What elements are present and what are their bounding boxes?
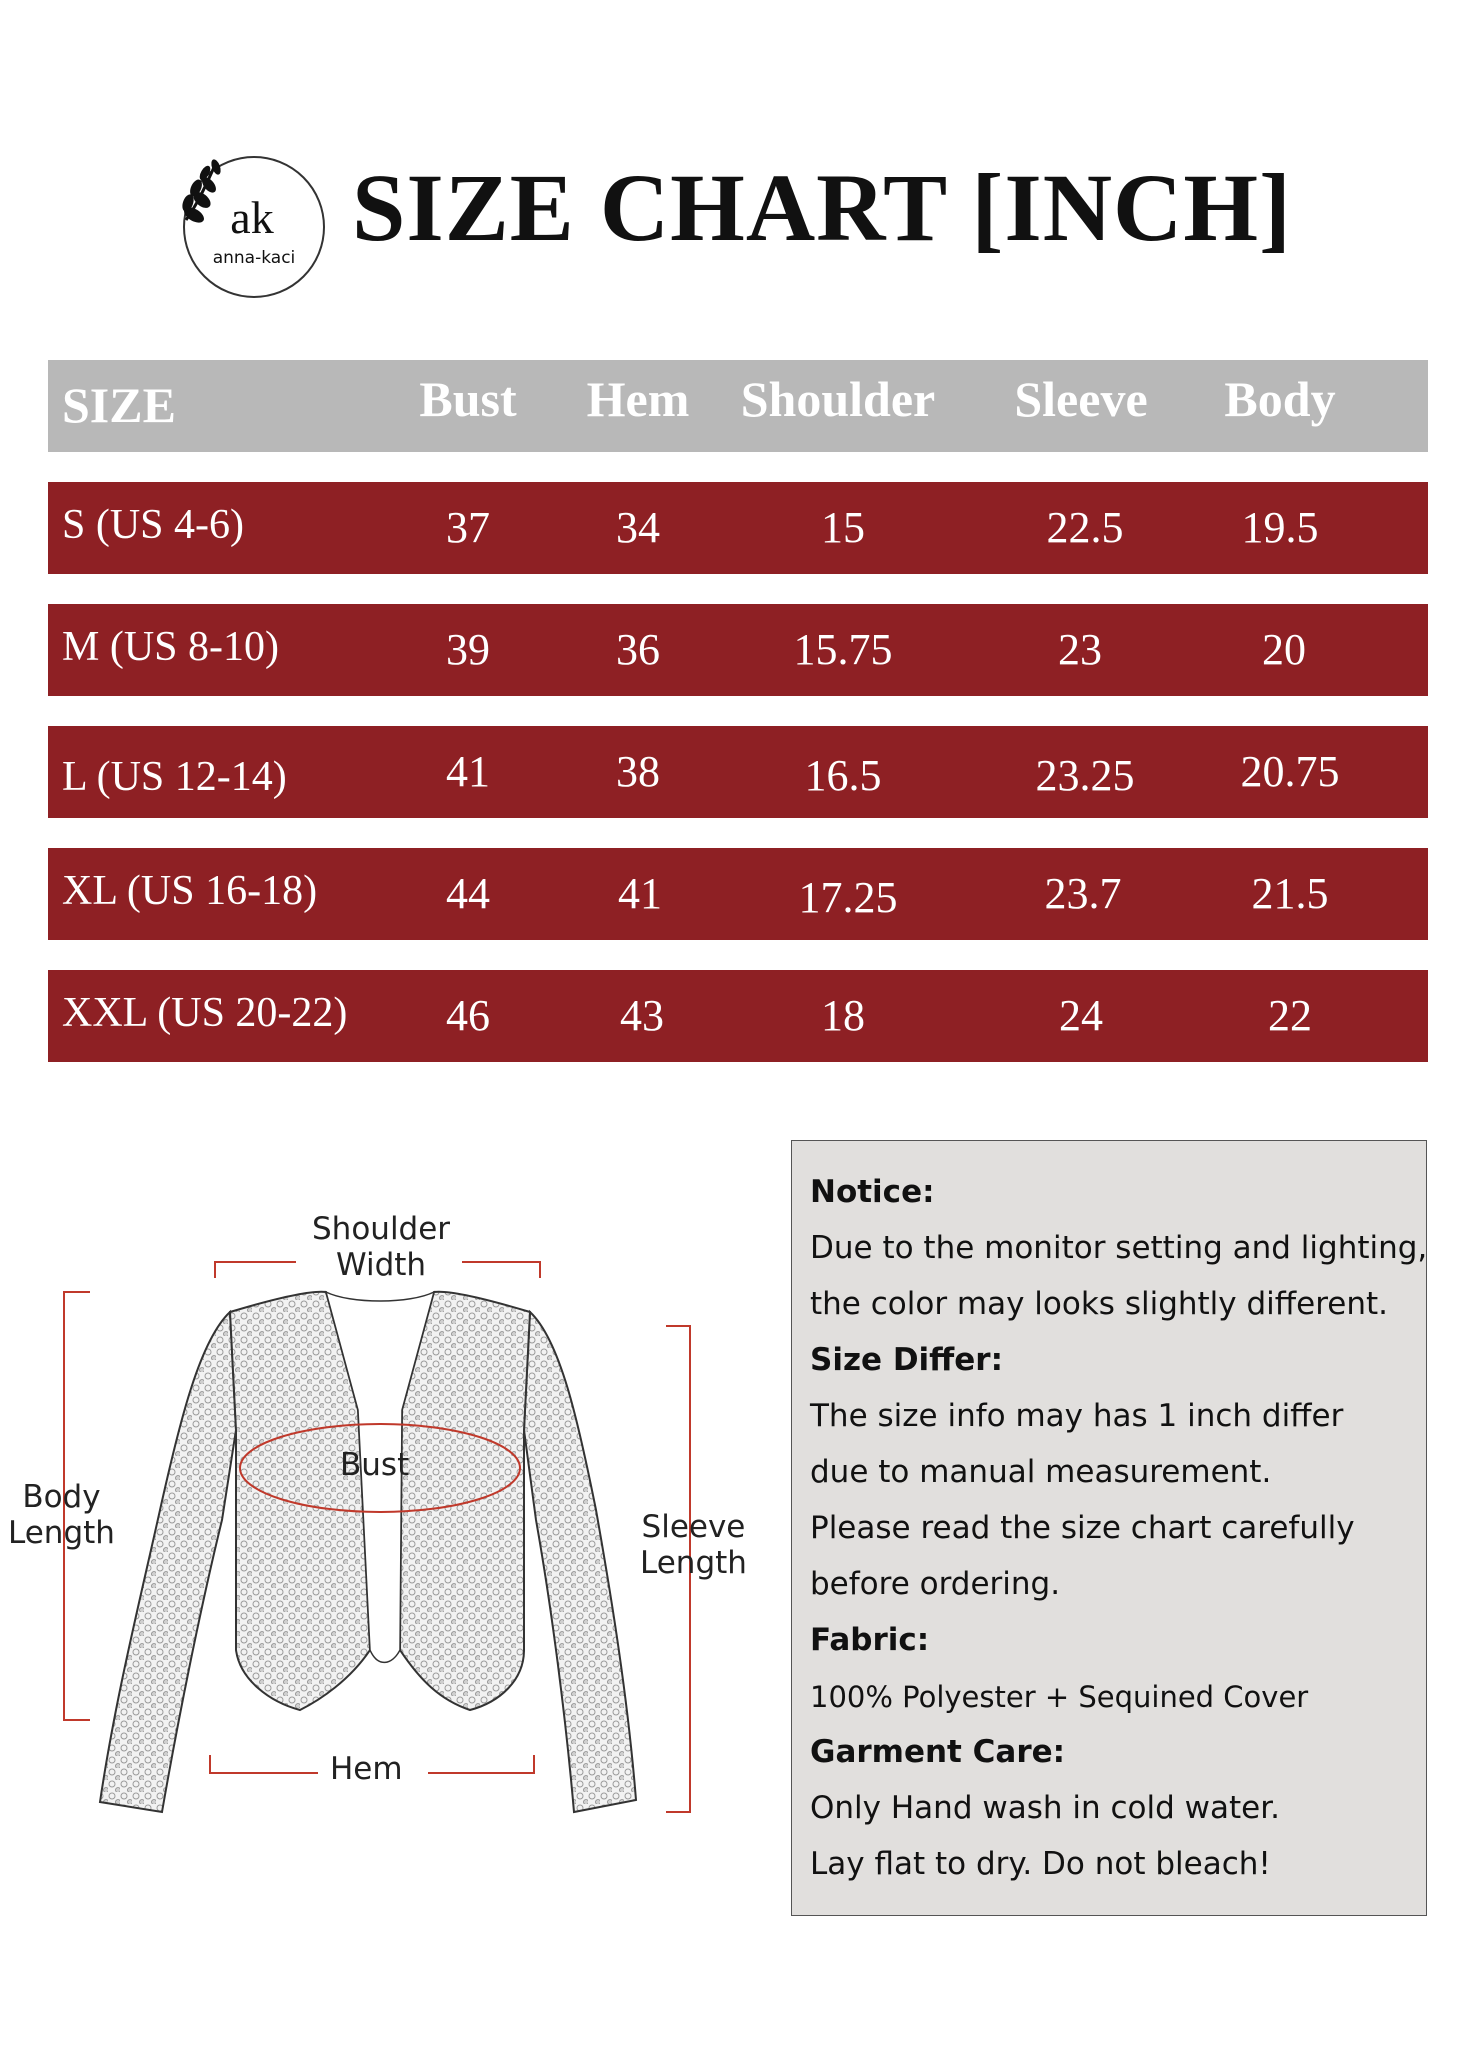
notice-heading: Notice:	[810, 1174, 935, 1210]
sleeve-cell: 22.5	[1046, 503, 1124, 552]
size-differ-text: Please read the size chart carefully	[810, 1510, 1355, 1546]
sleeve-length-label	[640, 1510, 747, 1581]
shoulder-label-line1: Shoulder	[312, 1211, 451, 1247]
sleeve-cell: 23	[1058, 625, 1102, 674]
sleeve-cell: 23.25	[1035, 751, 1135, 800]
table-header	[48, 360, 1428, 452]
body-cell: 19.5	[1241, 503, 1319, 552]
sleeve-label-line1: Sleeve	[641, 1509, 746, 1545]
table-row	[48, 970, 1428, 1062]
body-cell: 20	[1262, 625, 1306, 674]
body-cell: 21.5	[1251, 869, 1329, 918]
size-differ-text: The size info may has 1 inch differ	[810, 1398, 1344, 1434]
shoulder-width-label	[312, 1212, 450, 1283]
notice-text: Due to the monitor setting and lighting,	[810, 1230, 1428, 1266]
size-differ-heading: Size Differ:	[810, 1342, 1003, 1378]
logo-monogram: ak	[230, 192, 274, 243]
body-cell: 22	[1268, 991, 1312, 1040]
body-length-label	[8, 1480, 115, 1551]
garment-care-text: Only Hand wash in cold water.	[810, 1790, 1280, 1826]
hem-cell: 36	[616, 625, 660, 674]
table-row	[48, 726, 1428, 818]
column-header-shoulder: Shoulder	[740, 371, 936, 427]
shoulder-cell: 18	[821, 991, 865, 1040]
shoulder-cell: 15	[821, 503, 865, 552]
size-cell: M (US 8-10)	[62, 624, 279, 670]
table-row	[48, 848, 1428, 940]
column-header-body: Body	[1224, 371, 1336, 427]
shoulder-cell: 17.25	[798, 873, 898, 922]
measurement-diagram	[0, 1180, 790, 1860]
logo-brand-name: anna-kaci	[212, 248, 296, 268]
column-header-bust: Bust	[419, 371, 517, 427]
hem-cell: 34	[616, 503, 660, 552]
size-differ-text: due to manual measurement.	[810, 1454, 1272, 1490]
column-header-size: SIZE	[62, 377, 176, 433]
hem-cell: 38	[616, 747, 660, 796]
hem-label: Hem	[330, 1751, 403, 1787]
logo-emblem	[170, 145, 328, 305]
shoulder-label-line2: Width	[335, 1246, 427, 1283]
garment-care-text: Lay flat to dry. Do not bleach!	[810, 1846, 1271, 1882]
bust-cell: 41	[446, 747, 490, 796]
garment-care-heading: Garment Care:	[810, 1734, 1066, 1770]
size-cell: L (US 12-14)	[62, 754, 287, 800]
fabric-text: 100% Polyester + Sequined Cover	[810, 1680, 1309, 1714]
sleeve-cell: 23.7	[1044, 869, 1122, 918]
bust-cell: 44	[446, 869, 490, 918]
table-row	[48, 604, 1428, 696]
brand-logo	[170, 145, 328, 305]
table-row	[48, 482, 1428, 574]
size-cell: S (US 4-6)	[62, 502, 245, 548]
size-cell: XXL (US 20-22)	[62, 990, 348, 1036]
notice-box	[791, 1140, 1427, 1916]
sleeve-label-line2: Length	[640, 1544, 747, 1581]
fabric-heading: Fabric:	[810, 1622, 930, 1658]
body-cell: 20.75	[1240, 747, 1340, 796]
hem-cell: 41	[618, 869, 662, 918]
shoulder-cell: 16.5	[804, 751, 882, 800]
hem-cell: 43	[620, 991, 664, 1040]
bust-label: Bust	[340, 1447, 410, 1483]
notice-text: the color may looks slightly different.	[810, 1286, 1388, 1322]
bust-cell: 39	[446, 625, 490, 674]
size-cell: XL (US 16-18)	[62, 868, 318, 914]
page-title: SIZE CHART [INCH]	[352, 154, 1293, 261]
sleeve-cell: 24	[1059, 991, 1103, 1040]
column-header-sleeve: Sleeve	[1014, 371, 1148, 427]
shoulder-cell: 15.75	[793, 625, 893, 674]
body-label-line2: Length	[8, 1514, 115, 1551]
body-label-line1: Body	[22, 1479, 101, 1515]
bust-cell: 37	[446, 503, 490, 552]
bust-cell: 46	[446, 991, 490, 1040]
column-header-hem: Hem	[586, 371, 690, 427]
size-differ-text: before ordering.	[810, 1566, 1061, 1602]
